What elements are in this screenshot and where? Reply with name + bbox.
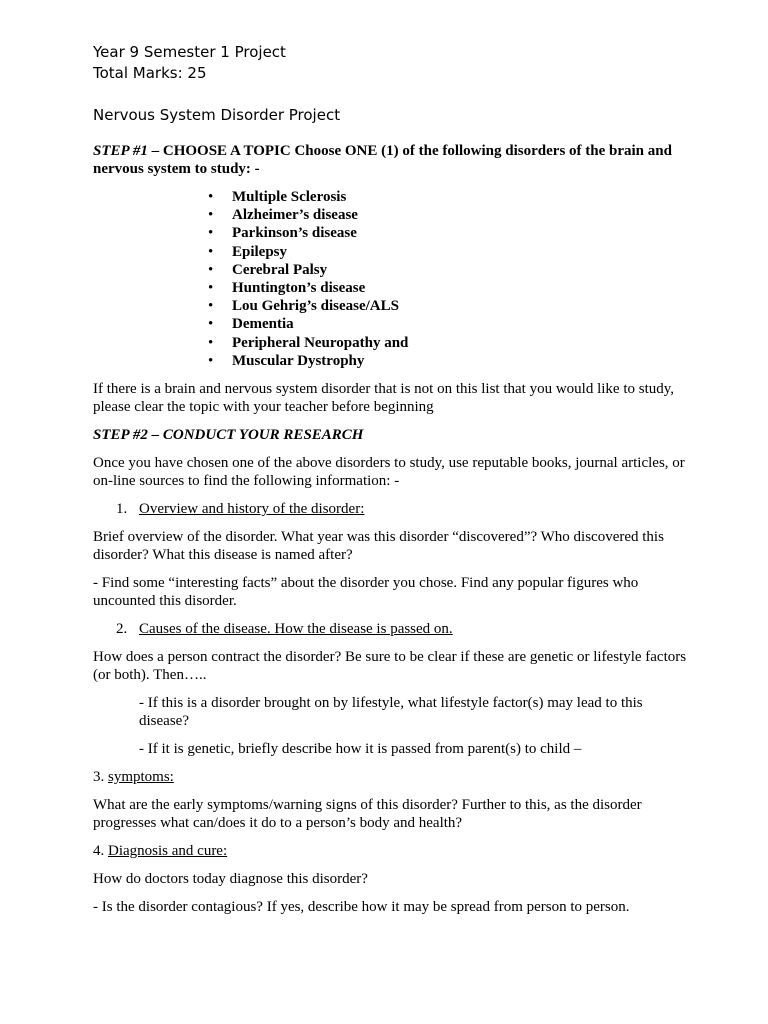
document-header — [93, 42, 693, 126]
list-item: • Dementia — [232, 315, 693, 333]
section4-title: Diagnosis and cure: — [108, 843, 228, 860]
semester-line: Year 9 Semester 1 Project — [93, 43, 286, 61]
other-disorder-note: If there is a brain and nervous system disorder that is not on this list that you would like to study, please clear the topic with your teacher before beginning — [93, 381, 675, 416]
section1-facts: - Find some “interesting facts” about the disorder you chose. Find any popular figures who uncounted this disorder. — [93, 575, 639, 610]
project-title: Nervous System Disorder Project — [93, 106, 341, 124]
section2-genetic: - If it is genetic, briefly describe how it is passed from parent(s) to child – — [139, 741, 582, 758]
section2-title: Causes of the disease. How the disease is passed on. — [139, 621, 453, 638]
section3-heading — [93, 768, 693, 786]
list-item: • Parkinson’s disease — [232, 224, 693, 242]
list-item: • Peripheral Neuropathy and — [232, 334, 693, 352]
section3-paragraph: What are the early symptoms/warning signs of this disorder? Further to this, as the disorder progresses what can/does it do to a person’s body and health? — [93, 797, 642, 832]
section4-number: 4. — [93, 843, 108, 860]
section2-lifestyle: - If this is a disorder brought on by lifestyle, what lifestyle factor(s) may lead to this disease? — [139, 695, 643, 730]
step1-label: STEP #1 — [93, 143, 148, 159]
list-item: • Epilepsy — [232, 243, 693, 261]
topic-list — [93, 188, 693, 370]
section2-number: 2. — [116, 621, 128, 638]
step1-paragraph — [93, 142, 693, 178]
list-item: • Multiple Sclerosis — [232, 188, 693, 206]
list-item: • Lou Gehrig’s disease/ALS — [232, 297, 693, 315]
list-item: • Cerebral Palsy — [232, 261, 693, 279]
section1-paragraph: Brief overview of the disorder. What year was this disorder “discovered”? Who discovered this disorder? What this disease is named after? — [93, 529, 664, 564]
section4-heading — [93, 842, 693, 860]
section2-paragraph: How does a person contract the disorder? Be sure to be clear if these are genetic or lifestyle factors (or both). Then….. — [93, 649, 687, 684]
section1-number: 1. — [116, 501, 128, 518]
step1-text: – CHOOSE A TOPIC Choose ONE (1) of the following disorders of the brain and nervous system to study: - — [93, 143, 672, 177]
section3-number: 3. — [93, 769, 108, 786]
section4-contagious: - Is the disorder contagious? If yes, describe how it may be spread from person to person. — [93, 899, 630, 916]
total-marks-line: Total Marks: 25 — [93, 64, 207, 82]
step2-title: STEP #2 – CONDUCT YOUR RESEARCH — [93, 427, 364, 444]
list-item: • Muscular Dystrophy — [232, 352, 693, 370]
list-item: • Huntington’s disease — [232, 279, 693, 297]
section3-title: symptoms: — [108, 769, 174, 786]
step2-intro: Once you have chosen one of the above disorders to study, use reputable books, journal articles, or on-line sources to find the following information: - — [93, 455, 685, 490]
section1-title: Overview and history of the disorder: — [139, 501, 365, 518]
section2-heading — [93, 620, 693, 638]
section4-paragraph: How do doctors today diagnose this disorder? — [93, 871, 368, 888]
document-page — [93, 42, 693, 916]
section1-heading — [93, 500, 693, 518]
list-item: • Alzheimer’s disease — [232, 206, 693, 224]
